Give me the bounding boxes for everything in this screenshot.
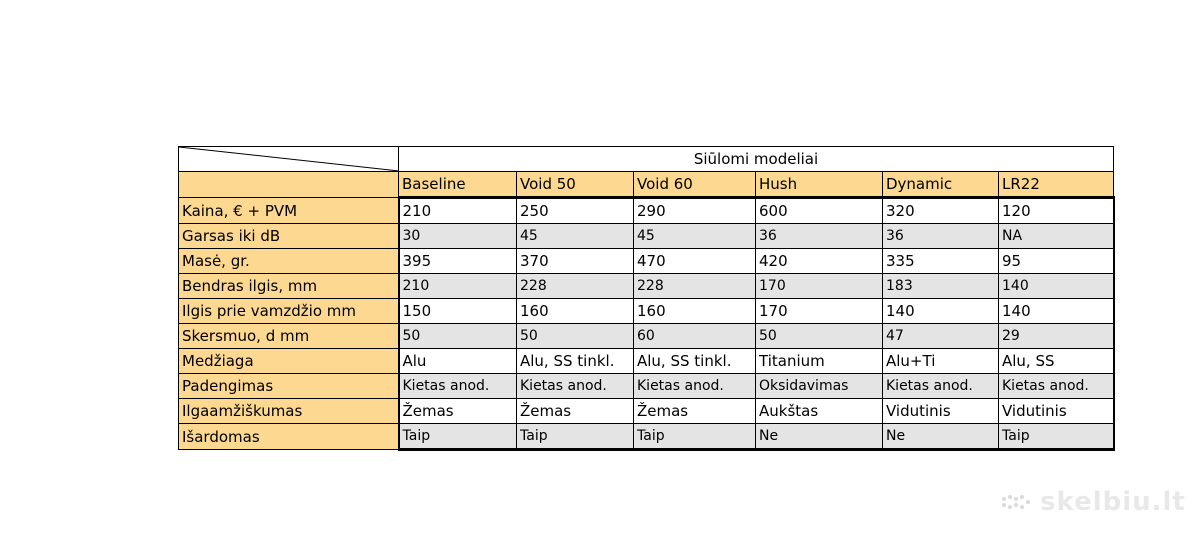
table-cell: 29 (999, 324, 1114, 349)
spreadsheet-table (178, 146, 1115, 451)
table-cell: Žemas (517, 399, 634, 424)
table-cell: Alu (399, 349, 517, 374)
table-row (179, 374, 1114, 399)
group-title: Siūlomi modeliai (399, 147, 1114, 172)
group-header-row (179, 147, 1114, 172)
table-cell: 370 (517, 249, 634, 274)
table-cell: 50 (399, 324, 517, 349)
table-cell: 395 (399, 249, 517, 274)
table-cell: NA (999, 224, 1114, 249)
table-cell: Oksidavimas (756, 374, 883, 399)
watermark (1000, 487, 1186, 517)
comparison-table (178, 146, 1115, 451)
table-cell: 335 (883, 249, 999, 274)
table-cell: Taip (399, 424, 517, 450)
table-cell: 45 (634, 224, 756, 249)
table-cell: Taip (634, 424, 756, 450)
table-cell: Žemas (634, 399, 756, 424)
table-cell: 140 (999, 274, 1114, 299)
table-cell: 170 (756, 274, 883, 299)
table-cell: Alu, SS tinkl. (634, 349, 756, 374)
table-cell: 420 (756, 249, 883, 274)
row-label: Padengimas (179, 374, 399, 399)
table-row (179, 274, 1114, 299)
model-header-0: Baseline (399, 172, 517, 198)
table-row (179, 299, 1114, 324)
table-cell: 36 (756, 224, 883, 249)
row-label: Ilgis prie vamzdžio mm (179, 299, 399, 324)
table-cell: 228 (634, 274, 756, 299)
row-label: Skersmuo, d mm (179, 324, 399, 349)
model-header-4: Dynamic (883, 172, 999, 198)
table-cell: 470 (634, 249, 756, 274)
row-label: Medžiaga (179, 349, 399, 374)
table-row (179, 249, 1114, 274)
table-cell: Kietas anod. (517, 374, 634, 399)
table-cell: 160 (517, 299, 634, 324)
table-cell: 50 (756, 324, 883, 349)
table-cell: 160 (634, 299, 756, 324)
table-cell: 50 (517, 324, 634, 349)
table-cell: 320 (883, 198, 999, 224)
table-cell: 250 (517, 198, 634, 224)
table-cell: Kietas anod. (999, 374, 1114, 399)
table-cell: 140 (999, 299, 1114, 324)
watermark-text: skelbiu.lt (1040, 487, 1186, 517)
table-cell: 140 (883, 299, 999, 324)
model-header-blank (179, 172, 399, 198)
model-header-row (179, 172, 1114, 198)
table-row (179, 349, 1114, 374)
table-cell: 95 (999, 249, 1114, 274)
table-cell: Ne (756, 424, 883, 450)
row-label: Ilgaamžiškumas (179, 399, 399, 424)
row-label: Masė, gr. (179, 249, 399, 274)
table-cell: 45 (517, 224, 634, 249)
model-header-3: Hush (756, 172, 883, 198)
table-cell: 600 (756, 198, 883, 224)
table-cell: Vidutinis (883, 399, 999, 424)
table-row (179, 399, 1114, 424)
model-header-2: Void 60 (634, 172, 756, 198)
row-label: Bendras ilgis, mm (179, 274, 399, 299)
table-cell: 120 (999, 198, 1114, 224)
table-cell: 30 (399, 224, 517, 249)
row-label: Garsas iki dB (179, 224, 399, 249)
table-cell: Alu, SS tinkl. (517, 349, 634, 374)
table-cell: Taip (999, 424, 1114, 450)
table-cell: Alu, SS (999, 349, 1114, 374)
row-label: Išardomas (179, 424, 399, 450)
table-cell: Kietas anod. (399, 374, 517, 399)
table-cell: Kietas anod. (883, 374, 999, 399)
table-row (179, 224, 1114, 249)
table-cell: Titanium (756, 349, 883, 374)
table-cell: Alu+Ti (883, 349, 999, 374)
table-cell: Ne (883, 424, 999, 450)
diagonal-line (179, 147, 399, 171)
table-row (179, 324, 1114, 349)
table-cell: 210 (399, 198, 517, 224)
table-cell: 210 (399, 274, 517, 299)
table-row (179, 198, 1114, 224)
model-header-1: Void 50 (517, 172, 634, 198)
table-cell: 228 (517, 274, 634, 299)
table-cell: Žemas (399, 399, 517, 424)
table-row (179, 424, 1114, 450)
table-cell: 290 (634, 198, 756, 224)
table-cell: Aukštas (756, 399, 883, 424)
model-header-5: LR22 (999, 172, 1114, 198)
table-cell: 183 (883, 274, 999, 299)
watermark-logo-icon (1000, 493, 1034, 513)
table-cell: Vidutinis (999, 399, 1114, 424)
table-cell: Kietas anod. (634, 374, 756, 399)
table-cell: 150 (399, 299, 517, 324)
row-label: Kaina, € + PVM (179, 198, 399, 224)
table-cell: Taip (517, 424, 634, 450)
table-cell: 47 (883, 324, 999, 349)
table-cell: 170 (756, 299, 883, 324)
table-cell: 36 (883, 224, 999, 249)
table-cell: 60 (634, 324, 756, 349)
corner-diagonal-cell (179, 147, 399, 172)
